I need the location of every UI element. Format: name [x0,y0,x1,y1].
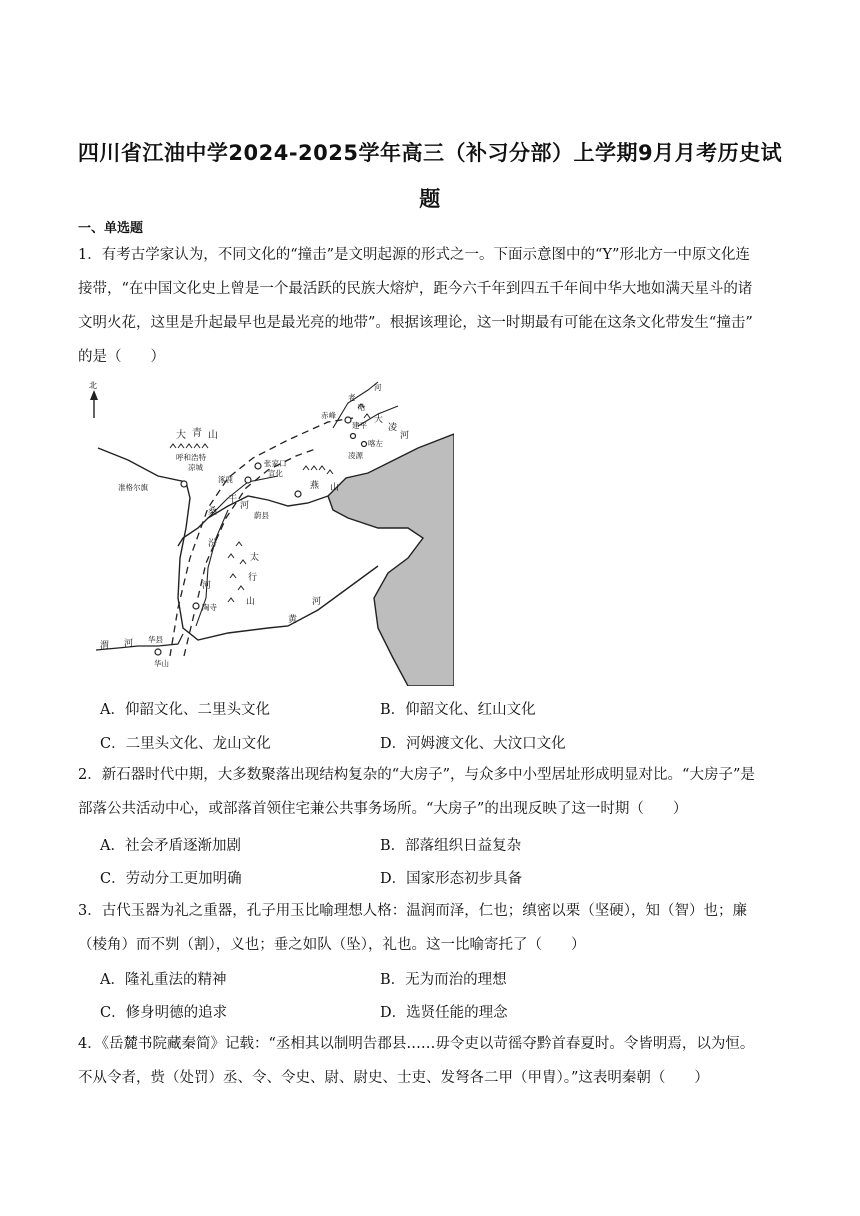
map-label-kazuo: 喀左 [368,439,383,448]
question-3-line: （棱角）而不刿（割），义也；垂之如队（坠），礼也。这一比喻寄托了（ ） [78,937,586,953]
map-label-huaxian: 华县 [148,635,163,644]
map-label-xuanhua: 宣化 [268,469,283,478]
q3-option-b[interactable]: B．无为而治的理想 [380,972,507,988]
map-label-he-sang: 河 [240,501,250,511]
north-label: 北 [89,381,97,390]
sea-area [328,434,454,686]
map-label-liangcheng: 凉城 [188,463,203,472]
map-label-huashan: 华山 [154,659,169,668]
question-4 [78,1027,778,1095]
map-label-hang: 行 [248,573,258,583]
question-1-line: 文明火花，这里是升起最早也是最光亮的地带”。根据该理论，这一时期最有可能在这条文化带发生“撞击” [78,315,753,331]
map-label-huang: 黄 [288,615,298,625]
map-label-shan-tai: 山 [246,597,256,607]
map-label-he-top: 河 [374,383,382,392]
q2-option-a[interactable]: A．社会矛盾逐渐加剧 [100,838,241,854]
map-label-zhungeer: 准格尔旗 [118,483,148,492]
question-2 [78,758,778,826]
map-label-chifeng: 赤峰 [321,411,336,420]
question-1-line: 接带，“在中国文化史上曾是一个最活跃的民族大熔炉，距今六千年到四五千年间中华大地如满天星斗的诸 [78,281,753,297]
map-label-he-wei: 河 [124,639,134,649]
q1-option-c[interactable]: C．二里头文化、龙山文化 [100,736,271,752]
coast-line [178,496,328,546]
map-label-wei: 渭 [100,641,110,651]
map-label-daling-2: 凌 [388,423,398,433]
map-label-fen: 汾 [208,539,218,549]
question-3 [78,894,778,962]
q2-option-d[interactable]: D．国家形态初步具备 [380,871,523,887]
q1-option-a[interactable]: A．仰韶文化、二里头文化 [100,702,270,718]
map-label-daqing-3: 山 [208,430,218,441]
question-4-line: 4．《岳麓书院藏秦简》记载：“丞相其以制明告郡县……毋令吏以苛徭夺黔首春夏时。令皆明焉，以为恒。 [78,1036,755,1052]
question-1-line: 1．有考古学家认为，不同文化的“撞击”是文明起源的形式之一。下面示意图中的“Y”形北方一中原文化连 [78,247,750,263]
map-label-daqing-2: 青 [192,428,202,439]
wei-river [96,634,183,650]
q3-option-d[interactable]: D．选贤任能的理念 [380,1005,508,1021]
question-1 [78,238,778,374]
map-label-lingyuan: 凌源 [348,451,363,460]
q2-option-c[interactable]: C．劳动分工更加明确 [100,871,242,887]
exam-title-line-2: 题 [419,187,441,211]
q3-option-a[interactable]: A．隆礼重法的精神 [100,972,227,988]
question-1-line: 的是（ ） [78,349,165,365]
map-label-sang: 桑 [208,507,218,517]
north-arrow-head-icon [90,390,98,400]
map-label-he-fen: 河 [202,581,212,591]
exam-title-line-1: 四川省江油中学2024-2025学年高三（补习分部）上学期9月月考历史试 [77,141,783,165]
cultural-belt-map [78,378,454,686]
question-4-line: 不从令者，赀（处罚）丞、令、令史、尉、尉史、士吏、发弩各二甲（甲胄）。”这表明秦朝（ ） [78,1070,709,1086]
map-label-yuxian: 蔚县 [254,511,269,520]
q3-option-c[interactable]: C．修身明德的追求 [100,1005,228,1021]
map-label-zhangjiakou: 张家口 [264,459,287,468]
question-2-line: 2．新石器时代中期，大多数聚落出现结构复杂的“大房子”，与众多中小型居址形成明显对比。“大房子”是 [78,767,755,783]
map-label-taosi: 陶寺 [202,603,217,612]
map-label-daqing-1: 大 [176,430,186,441]
question-3-line: 3．古代玉器为礼之重器，孔子用玉比喻理想人格：温润而泽，仁也；缜密以栗（坚硬），知（智）也；廉 [78,903,747,919]
map-label-shan-yan: 山 [330,483,340,493]
map-label-he-huang: 河 [312,597,322,607]
map-label-daling-1: 大 [374,415,384,425]
q1-option-d[interactable]: D．河姆渡文化、大汶口文化 [380,736,566,752]
map-label-lao: 老 [348,393,356,402]
map-label-yan: 燕 [310,481,320,491]
q1-option-b[interactable]: B．仰韶文化、红山文化 [380,702,536,718]
map-label-daling-3: 河 [400,431,410,441]
q2-option-b[interactable]: B．部落组织日益复杂 [380,838,522,854]
map-label-gan: 干 [228,495,238,505]
map-label-tai: 太 [250,553,260,563]
map-label-ha: 哈 [358,403,366,412]
map-label-huhehaote: 呼和浩特 [176,453,206,462]
question-2-line: 部落公共活动中心，或部落首领住宅兼公共事务场所。“大房子”的出现反映了这一时期（ ） [78,801,688,817]
map-label-jianping: 建平 [352,421,367,430]
map-label-zhuolu: 涿鹿 [218,475,233,484]
section-heading: 一、单选题 [78,221,144,236]
